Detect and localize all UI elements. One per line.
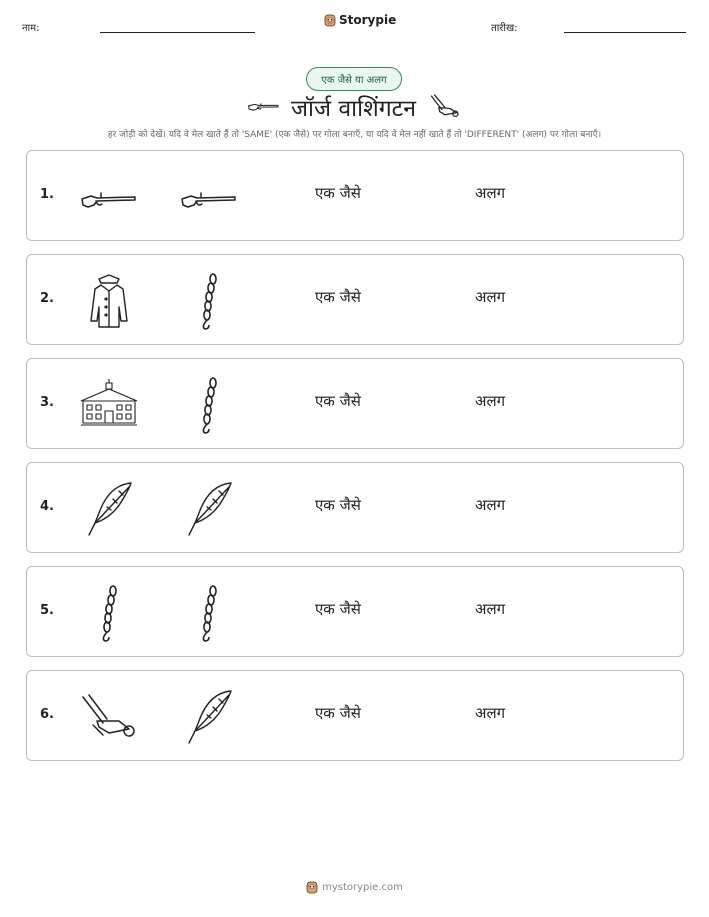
colonial-coat-icon xyxy=(79,271,139,331)
brand-name: Storypie xyxy=(339,13,397,27)
question-number: 5. xyxy=(40,603,54,618)
footer xyxy=(0,880,709,894)
question-row xyxy=(26,670,684,761)
question-row xyxy=(26,462,684,553)
same-option[interactable]: एक जैसे xyxy=(315,600,361,618)
different-option[interactable]: अलग xyxy=(475,288,506,306)
same-option[interactable]: एक जैसे xyxy=(315,288,361,306)
date-label: तारीख: xyxy=(491,23,518,34)
same-option[interactable]: एक जैसे xyxy=(315,392,361,410)
quill-icon xyxy=(179,687,239,747)
instructions-text: हर जोड़ी को देखें। यदि वे मेल खाते हैं तो 'SAME' (एक जैसे) पर गोला बनाएँ, या यदि वे मेल नहीं खाते हैं तो 'DIFFERENT' (अलग) पर गोला बनाएँ। xyxy=(107,130,602,140)
different-option[interactable]: अलग xyxy=(475,600,506,618)
different-option[interactable]: अलग xyxy=(475,704,506,722)
same-option[interactable]: एक जैसे xyxy=(315,496,361,514)
question-number: 3. xyxy=(40,395,54,410)
same-option[interactable]: एक जैसे xyxy=(315,704,361,722)
question-number: 1. xyxy=(40,187,54,202)
name-field-line[interactable] xyxy=(100,32,255,33)
different-option[interactable]: अलग xyxy=(475,184,506,202)
plow-icon xyxy=(428,94,462,120)
question-row xyxy=(26,566,684,657)
question-row xyxy=(26,150,684,241)
date-field-line[interactable] xyxy=(564,32,686,33)
storypie-logo xyxy=(324,13,396,27)
musket-icon xyxy=(247,100,279,114)
question-number: 6. xyxy=(40,707,54,722)
plow-icon xyxy=(79,687,139,747)
quill-icon xyxy=(79,479,139,539)
mansion-icon xyxy=(79,375,139,435)
musket-icon xyxy=(79,167,139,227)
page-title: जॉर्ज वाशिंगटन xyxy=(290,96,417,122)
quill-icon xyxy=(179,479,239,539)
badge-label: एक जैसे या अलग xyxy=(321,75,387,86)
storypie-mascot-icon xyxy=(306,880,318,894)
storypie-mascot-icon xyxy=(324,13,336,27)
same-option[interactable]: एक जैसे xyxy=(315,184,361,202)
title-row xyxy=(0,90,709,124)
chain-icon xyxy=(179,375,239,435)
chain-icon xyxy=(79,583,139,643)
question-row xyxy=(26,358,684,449)
question-number: 4. xyxy=(40,499,54,514)
footer-url[interactable]: mystorypie.com xyxy=(322,881,403,893)
musket-icon xyxy=(179,167,239,227)
different-option[interactable]: अलग xyxy=(475,392,506,410)
question-number: 2. xyxy=(40,291,54,306)
chain-icon xyxy=(179,271,239,331)
worksheet-type-badge xyxy=(306,67,402,91)
different-option[interactable]: अलग xyxy=(475,496,506,514)
chain-icon xyxy=(179,583,239,643)
question-row xyxy=(26,254,684,345)
name-label: नाम: xyxy=(22,23,40,34)
